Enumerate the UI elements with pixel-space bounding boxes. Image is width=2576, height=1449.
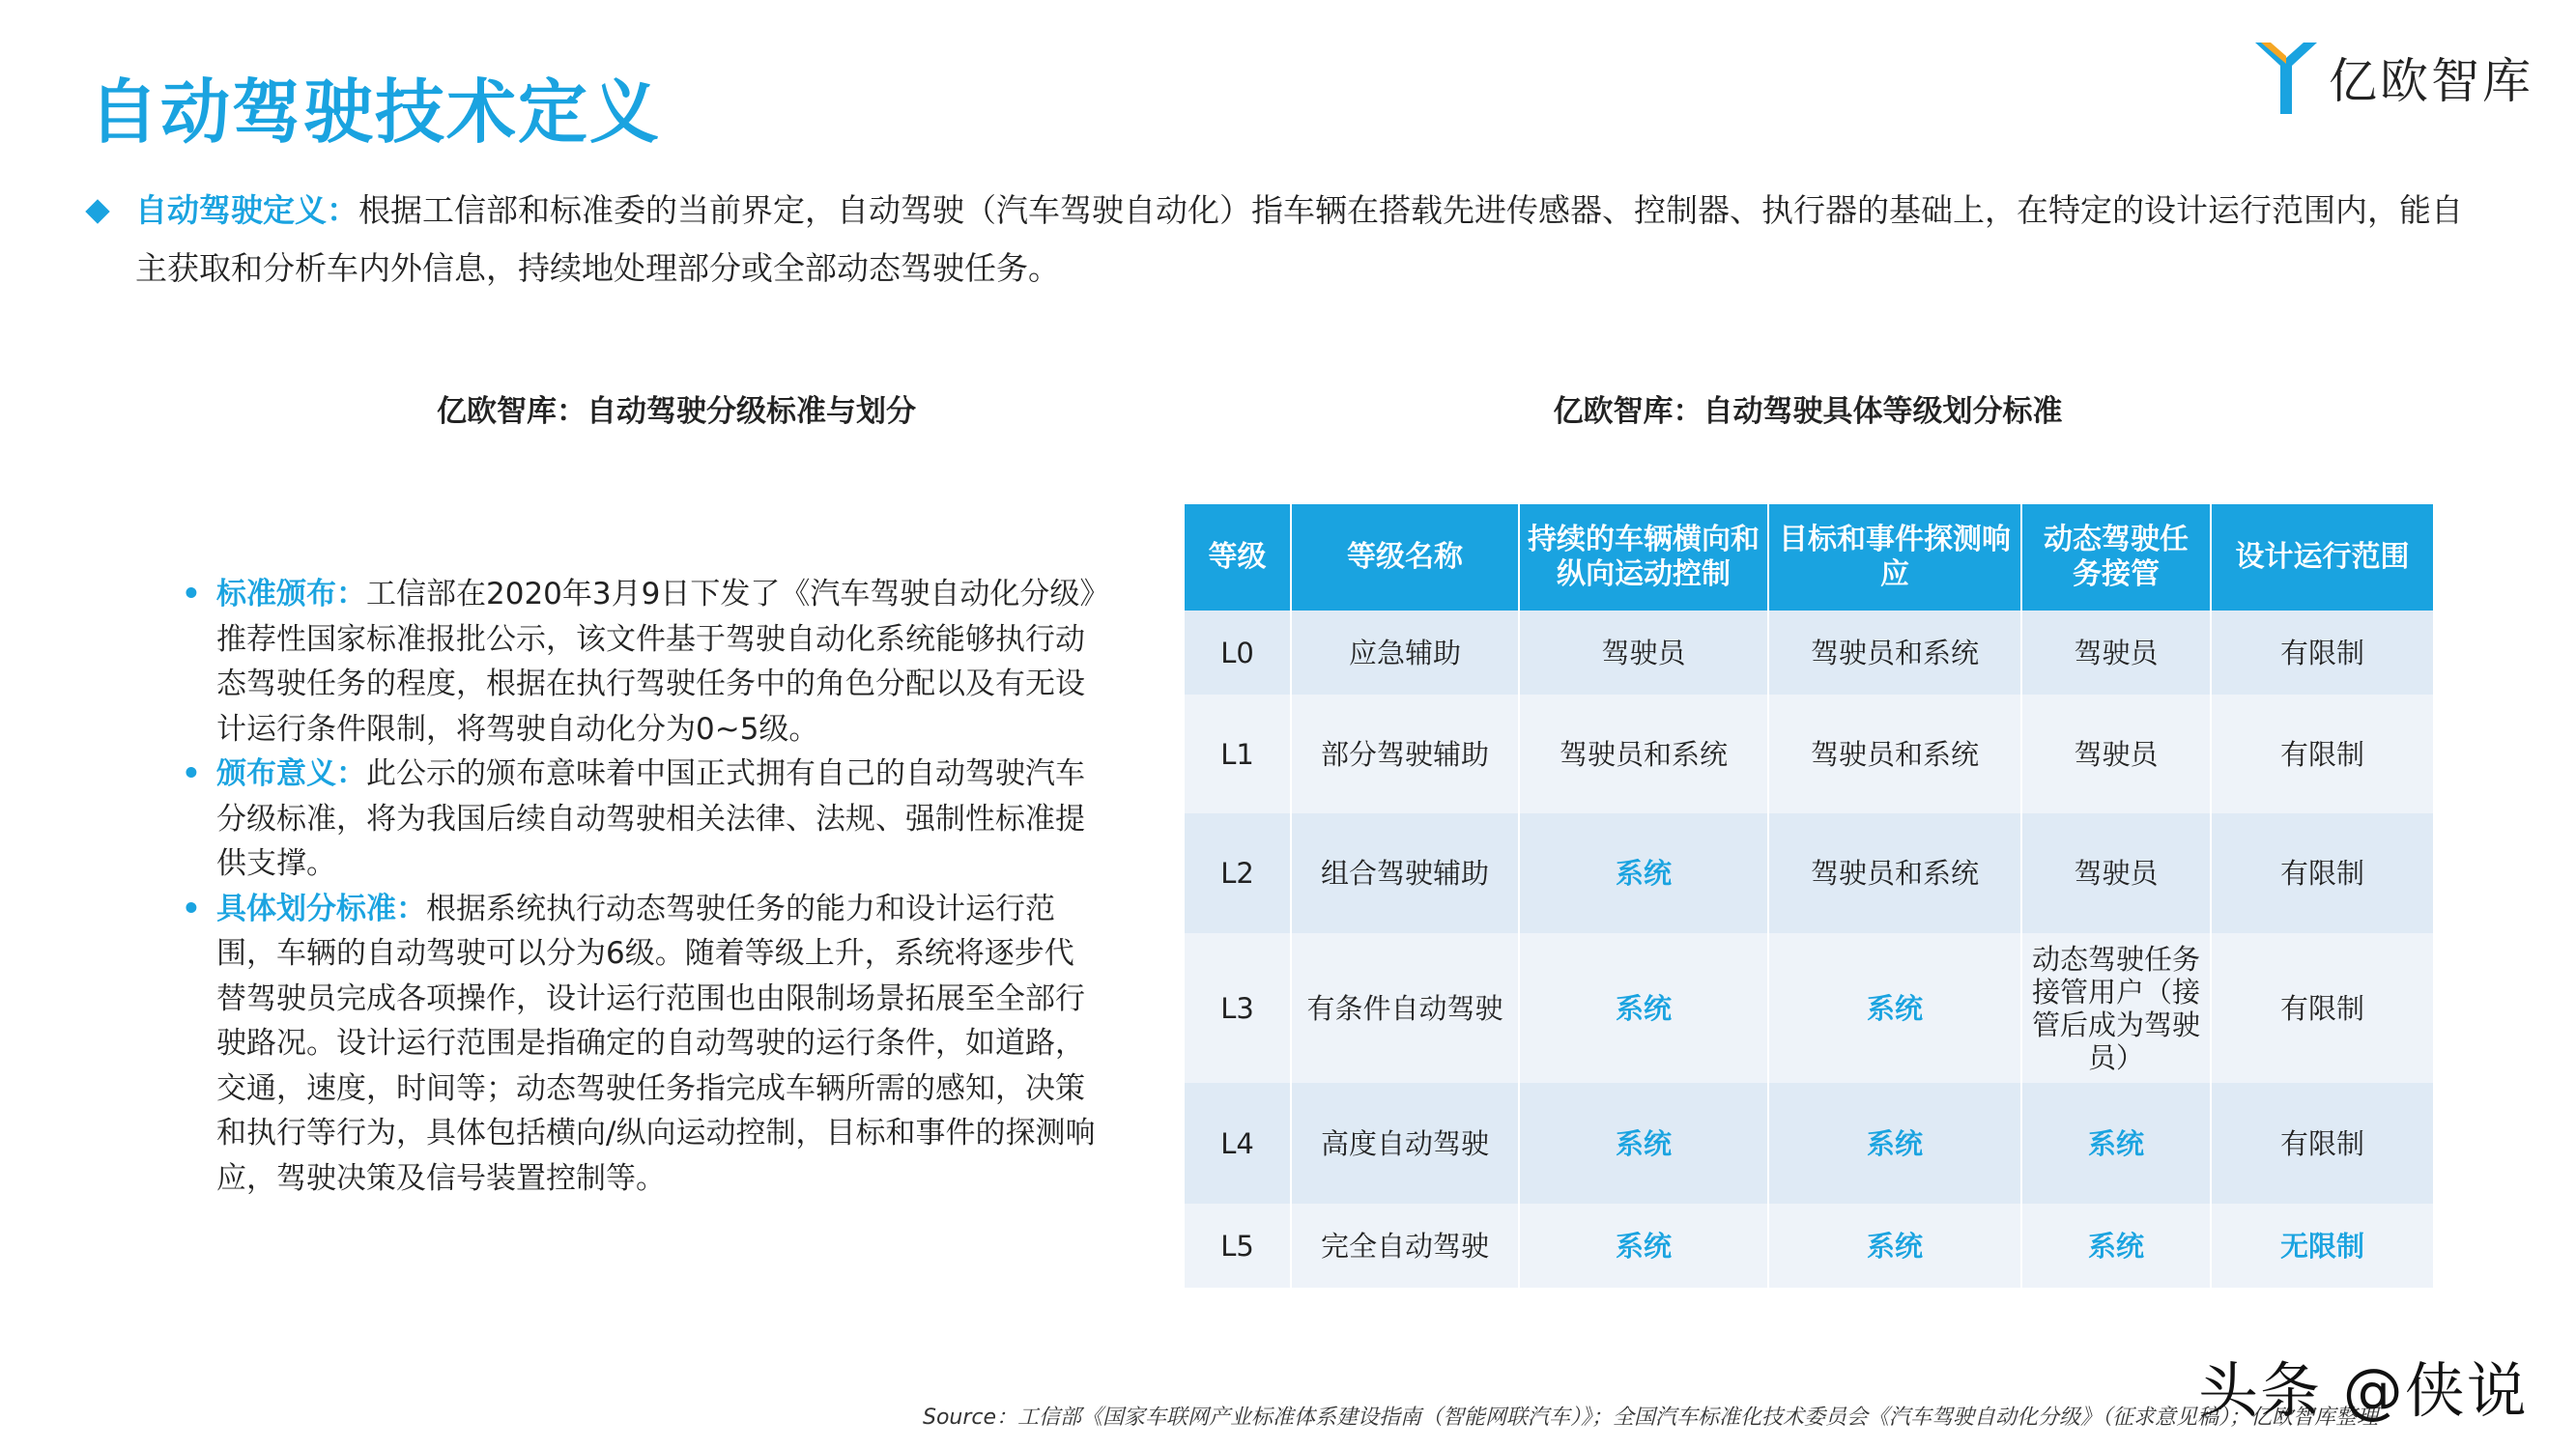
- table-cell: 驾驶员: [2021, 611, 2211, 695]
- bullet-text: 工信部在2020年3月9日下发了《汽车驾驶自动化分级》推荐性国家标准报批公示，该文件基于驾驶自动化系统能够执行动态驾驶任务的程度，根据在执行驾驶任务中的角色分配以及有无设计运行条件限制，将驾驶自动化分为0~5级。: [216, 577, 1095, 747]
- table-cell: 系统: [2021, 1083, 2211, 1204]
- table-cell: 系统: [1519, 813, 1768, 933]
- page-title: 自动驾驶技术定义: [89, 71, 662, 153]
- table-cell: 驾驶员: [2021, 813, 2211, 933]
- list-item: [174, 752, 1102, 887]
- table-cell: 系统: [1768, 933, 2021, 1083]
- table-cell: 完全自动驾驶: [1291, 1204, 1519, 1288]
- definition-text: 根据工信部和标准委的当前界定，自动驾驶（汽车驾驶自动化）指车辆在搭载先进传感器、控制器、执行器的基础上，在特定的设计运行范围内，能自主获取和分析车内外信息，持续地处理部分或全部动态驾驶任务。: [135, 191, 2463, 287]
- definition-label: 自动驾驶定义：: [135, 191, 358, 229]
- table-cell: 高度自动驾驶: [1291, 1083, 1519, 1204]
- bullet-text: 根据系统执行动态驾驶任务的能力和设计运行范围，车辆的自动驾驶可以分为6级。随着等级上升，系统将逐步代替驾驶员完成各项操作，设计运行范围也由限制场景拓展至全部行驶路况。设计运行范围是指确定的自动驾驶的运行条件，如道路，交通，速度，时间等；动态驾驶任务指完成车辆所需的感知，决策和执行等行为，具体包括横向/纵向运动控制，目标和事件的探测响应，驾驶决策及信号装置控制等。: [216, 891, 1096, 1196]
- table-cell: L5: [1185, 1204, 1291, 1288]
- list-item: [174, 572, 1102, 752]
- column-header: 等级: [1185, 504, 1291, 611]
- level-table: [1185, 504, 2433, 1288]
- table-cell: 系统: [2021, 1204, 2211, 1288]
- bullet-label: 标准颁布：: [216, 577, 366, 611]
- logo-mark-icon: [2251, 37, 2321, 118]
- diamond-bullet-icon: [85, 199, 109, 223]
- table-cell: 有限制: [2211, 933, 2433, 1083]
- column-header: 动态驾驶任务接管: [2021, 504, 2211, 611]
- table-cell: 有条件自动驾驶: [1291, 933, 1519, 1083]
- bullet-dot-icon: •: [182, 756, 201, 791]
- table-header-row: [1185, 504, 2433, 611]
- table-row: [1185, 813, 2433, 933]
- bullet-label: 具体划分标准：: [216, 891, 426, 926]
- table-cell: 驾驶员和系统: [1768, 813, 2021, 933]
- table-cell: 应急辅助: [1291, 611, 1519, 695]
- table-cell: 部分驾驶辅助: [1291, 695, 1519, 813]
- list-item: [174, 887, 1102, 1202]
- table-cell: 有限制: [2211, 611, 2433, 695]
- table-cell: 有限制: [2211, 1083, 2433, 1204]
- table-row: [1185, 1204, 2433, 1288]
- table-cell: 无限制: [2211, 1204, 2433, 1288]
- source-note: Source：工信部《国家车联网产业标准体系建设指南（智能网联汽车）》；全国汽车标准化技术委员会《汽车驾驶自动化分级》（征求意见稿）；亿欧智库整理: [923, 1406, 2379, 1430]
- bullet-label: 颁布意义：: [216, 756, 366, 791]
- right-panel-title: 亿欧智库：自动驾驶具体等级划分标准: [1553, 394, 2063, 429]
- bullet-dot-icon: •: [182, 891, 201, 926]
- bullet-list: [174, 572, 1102, 1201]
- column-header: 等级名称: [1291, 504, 1519, 611]
- table-cell: 有限制: [2211, 695, 2433, 813]
- table-cell: 组合驾驶辅助: [1291, 813, 1519, 933]
- table-cell: L2: [1185, 813, 1291, 933]
- left-panel-title: 亿欧智库：自动驾驶分级标准与划分: [437, 394, 916, 429]
- table-row: [1185, 933, 2433, 1083]
- table-cell: 驾驶员: [1519, 611, 1768, 695]
- table-row: [1185, 695, 2433, 813]
- table-cell: 系统: [1519, 1083, 1768, 1204]
- column-header: 目标和事件探测响应: [1768, 504, 2021, 611]
- table-cell: L4: [1185, 1083, 1291, 1204]
- bullet-dot-icon: •: [182, 577, 201, 611]
- table-cell: L1: [1185, 695, 1291, 813]
- column-header: 设计运行范围: [2211, 504, 2433, 611]
- watermark: 头条 @侠说: [2198, 1355, 2529, 1426]
- column-header: 持续的车辆横向和纵向运动控制: [1519, 504, 1768, 611]
- table-cell: 系统: [1768, 1083, 2021, 1204]
- table-cell: 驾驶员和系统: [1519, 695, 1768, 813]
- table-cell: 动态驾驶任务接管用户（接管后成为驾驶员）: [2021, 933, 2211, 1083]
- level-table-container: [1185, 504, 2433, 1288]
- table-row: [1185, 611, 2433, 695]
- table-cell: 系统: [1519, 1204, 1768, 1288]
- table-cell: 驾驶员和系统: [1768, 611, 2021, 695]
- table-cell: 系统: [1768, 1204, 2021, 1288]
- table-row: [1185, 1083, 2433, 1204]
- table-cell: L3: [1185, 933, 1291, 1083]
- table-cell: 驾驶员和系统: [1768, 695, 2021, 813]
- table-cell: 系统: [1519, 933, 1768, 1083]
- table-cell: 有限制: [2211, 813, 2433, 933]
- bullet-text: 此公示的颁布意味着中国正式拥有自己的自动驾驶汽车分级标准，将为我国后续自动驾驶相关法律、法规、强制性标准提供支撑。: [216, 756, 1085, 881]
- logo-text: 亿欧智库: [2329, 53, 2533, 109]
- table-cell: 驾驶员: [2021, 695, 2211, 813]
- table-cell: L0: [1185, 611, 1291, 695]
- definition-paragraph: [89, 182, 2476, 298]
- brand-logo: [2251, 37, 2541, 118]
